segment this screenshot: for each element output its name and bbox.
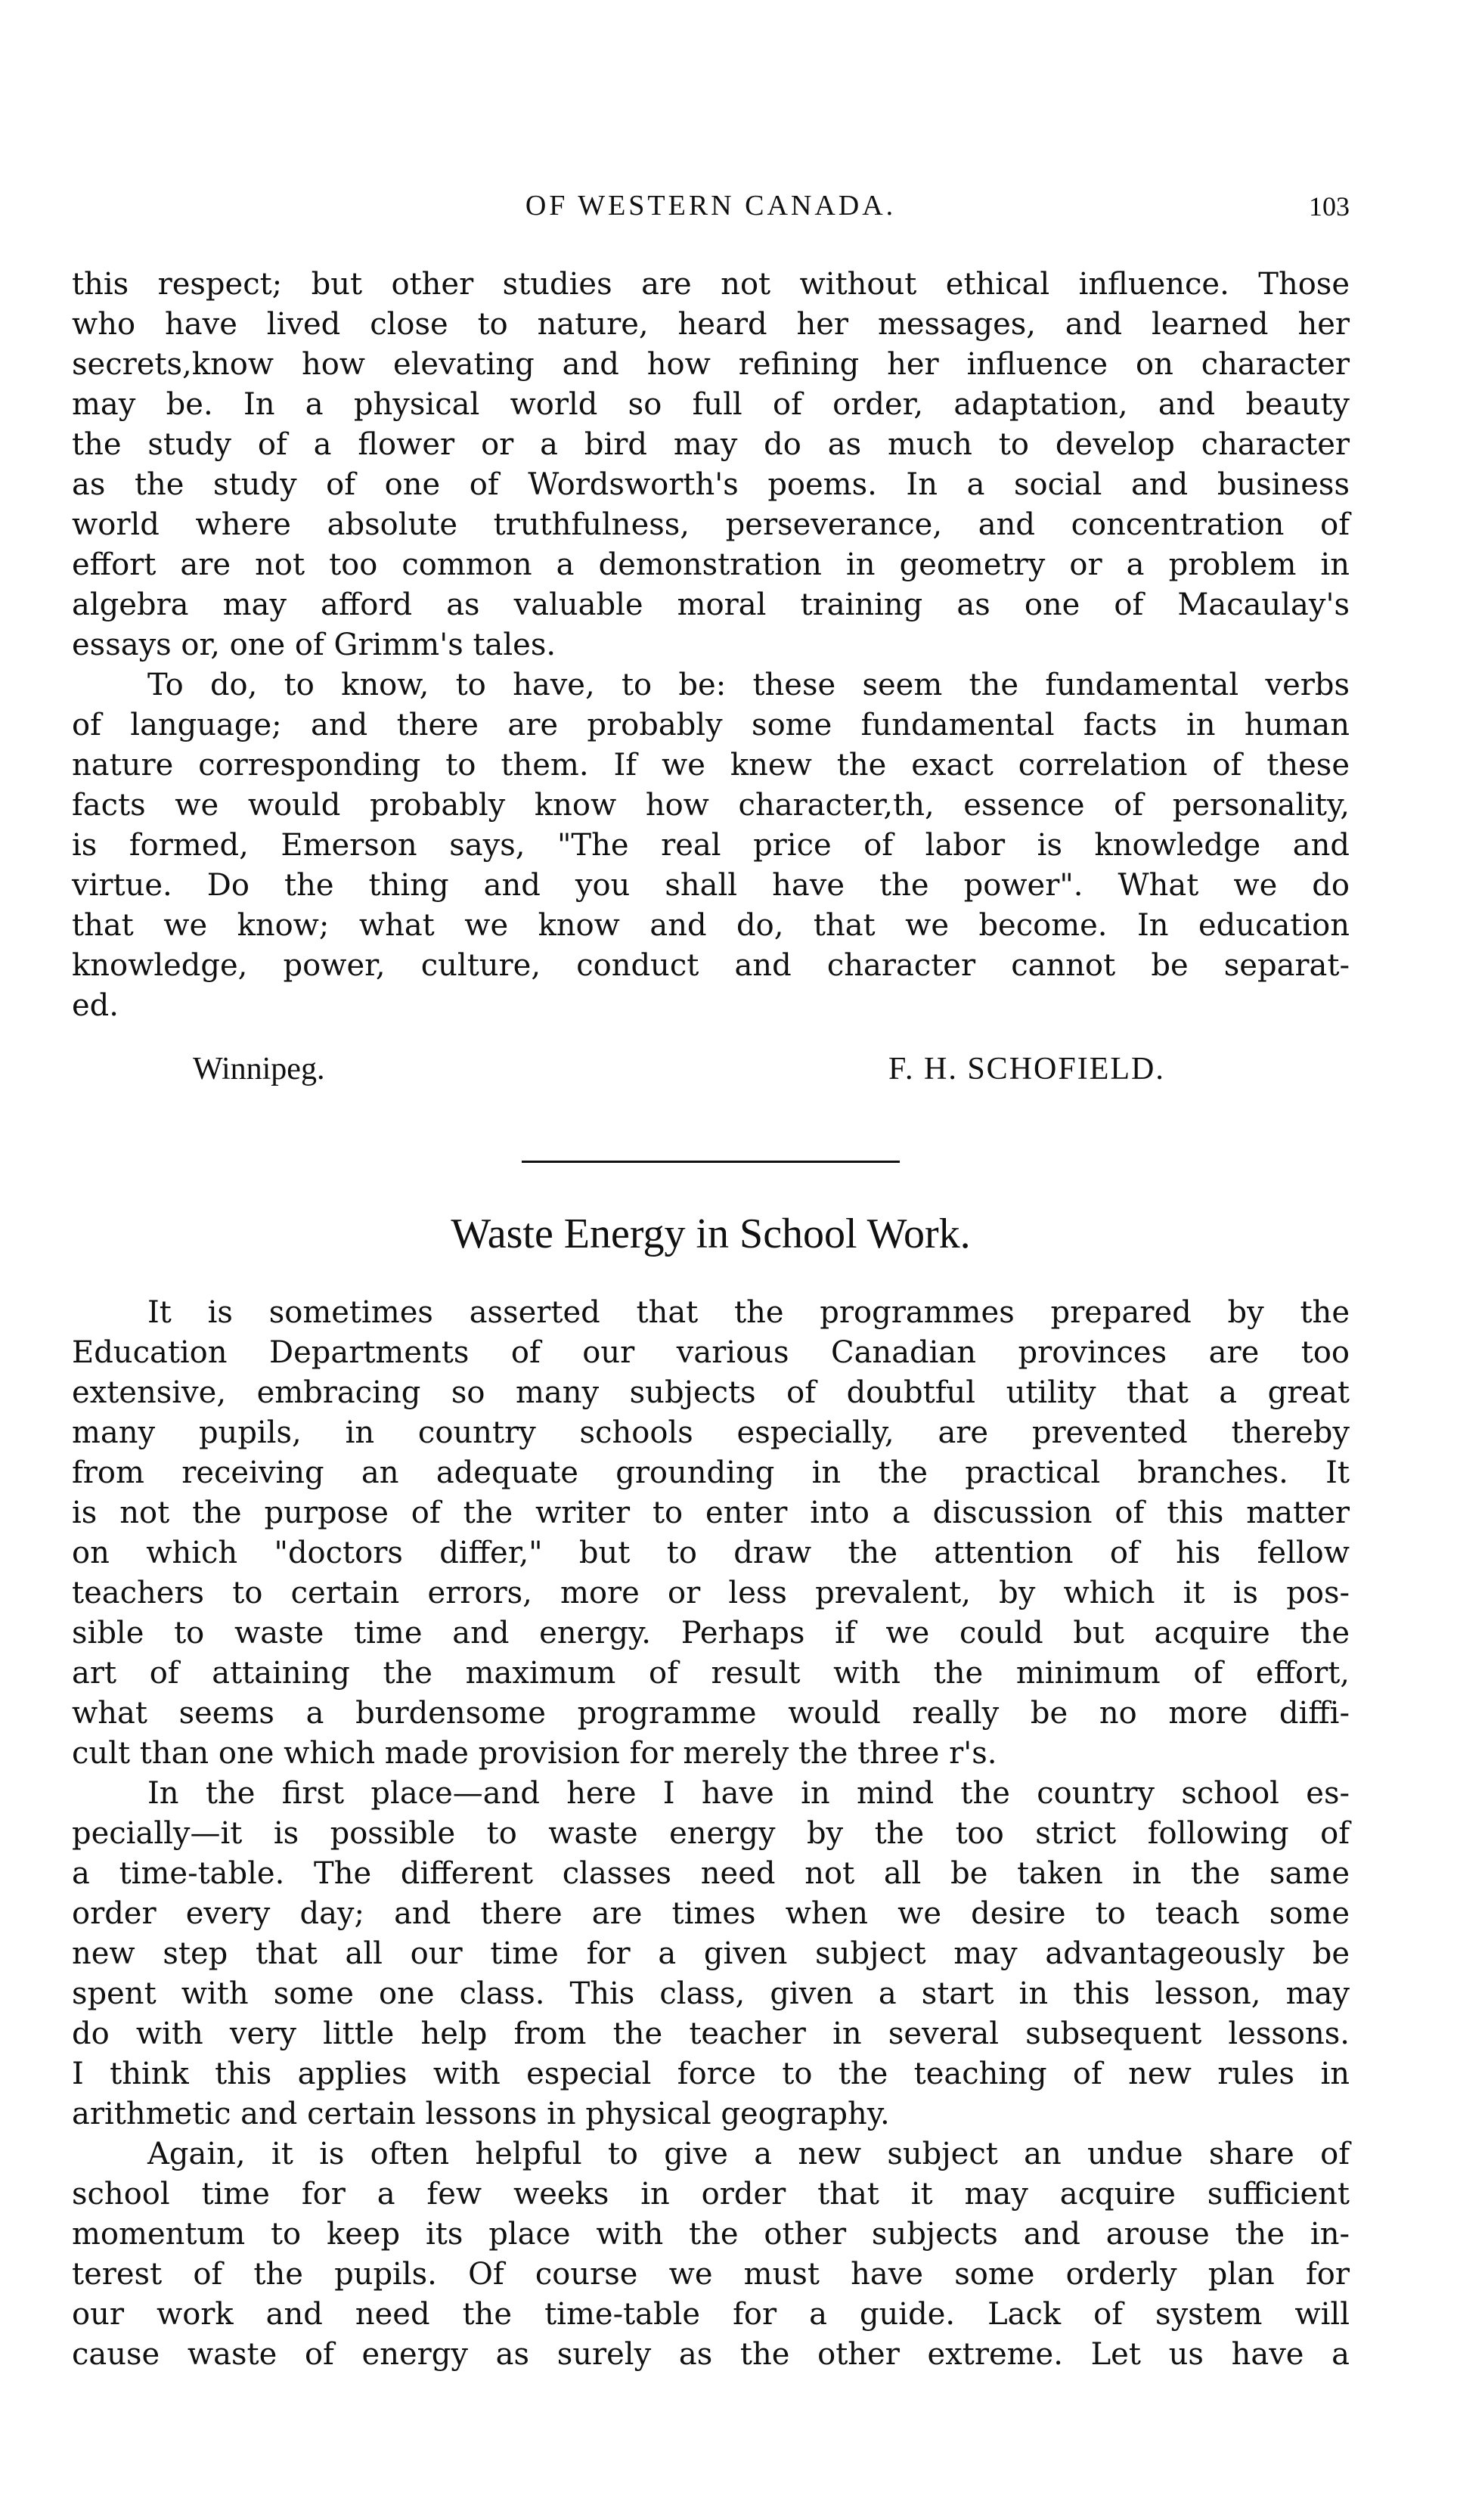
- text-line: many pupils, in country schools especially, are prevented thereby: [72, 1415, 1350, 1450]
- running-head: [72, 189, 1350, 234]
- text-line: algebra may afford as valuable moral training as one of Macaulay's: [72, 587, 1350, 622]
- text-line: spent with some one class. This class, given a start in this lesson, may: [72, 1976, 1350, 2011]
- text-line: momentum to keep its place with the other subjects and arouse the in-: [72, 2217, 1350, 2252]
- text-line: is not the purpose of the writer to enter into a discussion of this matter: [72, 1496, 1350, 1530]
- text-line: art of attaining the maximum of result with the minimum of effort,: [72, 1656, 1350, 1691]
- text-line: Again, it is often helpful to give a new subject an undue share of: [147, 2137, 1350, 2171]
- text-line: terest of the pupils. Of course we must have some orderly plan for: [72, 2257, 1350, 2292]
- text-line: from receiving an adequate grounding in the practical branches. It: [72, 1455, 1350, 1490]
- text-line: ed.: [72, 988, 119, 1023]
- text-line: the study of a flower or a bird may do as much to develop character: [72, 427, 1350, 462]
- article-title: Waste Energy in School Work.: [451, 1210, 971, 1257]
- text-line: virtue. Do the thing and you shall have the power". What we do: [72, 868, 1350, 903]
- text-line: sible to waste time and energy. Perhaps if we could but acquire the: [72, 1616, 1350, 1651]
- text-line: cult than one which made provision for merely the three r's.: [72, 1736, 997, 1771]
- text-line: as the study of one of Wordsworth's poems. In a social and business: [72, 467, 1350, 502]
- text-line: school time for a few weeks in order that it may acquire sufficient: [72, 2177, 1350, 2212]
- text-line: teachers to certain errors, more or less prevalent, by which it is pos-: [72, 1576, 1350, 1610]
- running-head-title: OF WESTERN CANADA.: [525, 190, 897, 222]
- text-line: pecially—it is possible to waste energy by the too strict following of: [72, 1816, 1350, 1851]
- text-line: arithmetic and certain lessons in physical geography.: [72, 2097, 890, 2131]
- section-divider: [522, 1161, 900, 1163]
- text-line: I think this applies with especial force to the teaching of new rules in: [72, 2057, 1350, 2091]
- text-line: cause waste of energy as surely as the other extreme. Let us have a: [72, 2337, 1350, 2372]
- text-line: new step that all our time for a given subject may advantageously be: [72, 1936, 1350, 1971]
- text-line: who have lived close to nature, heard her messages, and learned her: [72, 307, 1350, 342]
- text-line: do with very little help from the teacher in several subsequent lessons.: [72, 2016, 1350, 2051]
- text-line: this respect; but other studies are not without ethical influence. Those: [72, 267, 1350, 302]
- signature-author: F. H. SCHOFIELD.: [888, 1052, 1165, 1086]
- text-line: order every day; and there are times when we desire to teach some: [72, 1896, 1350, 1931]
- text-line: is formed, Emerson says, "The real price of labor is knowledge and: [72, 828, 1350, 863]
- text-line: what seems a burdensome programme would really be no more diffi-: [72, 1696, 1350, 1731]
- text-line: may be. In a physical world so full of order, adaptation, and beauty: [72, 387, 1350, 422]
- text-line: that we know; what we know and do, that we become. In education: [72, 908, 1350, 943]
- text-line: extensive, embracing so many subjects of doubtful utility that a great: [72, 1375, 1350, 1410]
- text-line: essays or, one of Grimm's tales.: [72, 628, 556, 662]
- text-line: In the first place—and here I have in mind the country school es-: [147, 1776, 1350, 1811]
- text-line: a time-table. The different classes need not all be taken in the same: [72, 1856, 1350, 1891]
- page-number: 103: [1309, 191, 1350, 222]
- text-line: our work and need the time-table for a guide. Lack of system will: [72, 2297, 1350, 2332]
- text-line: effort are not too common a demonstration in geometry or a problem in: [72, 547, 1350, 582]
- text-line: It is sometimes asserted that the programmes prepared by the: [147, 1295, 1350, 1330]
- signature-place: Winnipeg.: [193, 1052, 325, 1086]
- text-line: knowledge, power, culture, conduct and character cannot be separat-: [72, 948, 1350, 983]
- text-line: world where absolute truthfulness, perseverance, and concentration of: [72, 507, 1350, 542]
- text-line: To do, to know, to have, to be: these seem the fundamental verbs: [147, 668, 1350, 702]
- text-line: nature corresponding to them. If we knew the exact correlation of these: [72, 748, 1350, 783]
- text-line: facts we would probably know how character,th, essence of personality,: [72, 788, 1350, 823]
- text-line: Education Departments of our various Canadian provinces are too: [72, 1335, 1350, 1370]
- text-line: on which "doctors differ," but to draw the attention of his fellow: [72, 1536, 1350, 1570]
- text-line: secrets,know how elevating and how refining her influence on character: [72, 347, 1350, 382]
- text-line: of language; and there are probably some fundamental facts in human: [72, 708, 1350, 742]
